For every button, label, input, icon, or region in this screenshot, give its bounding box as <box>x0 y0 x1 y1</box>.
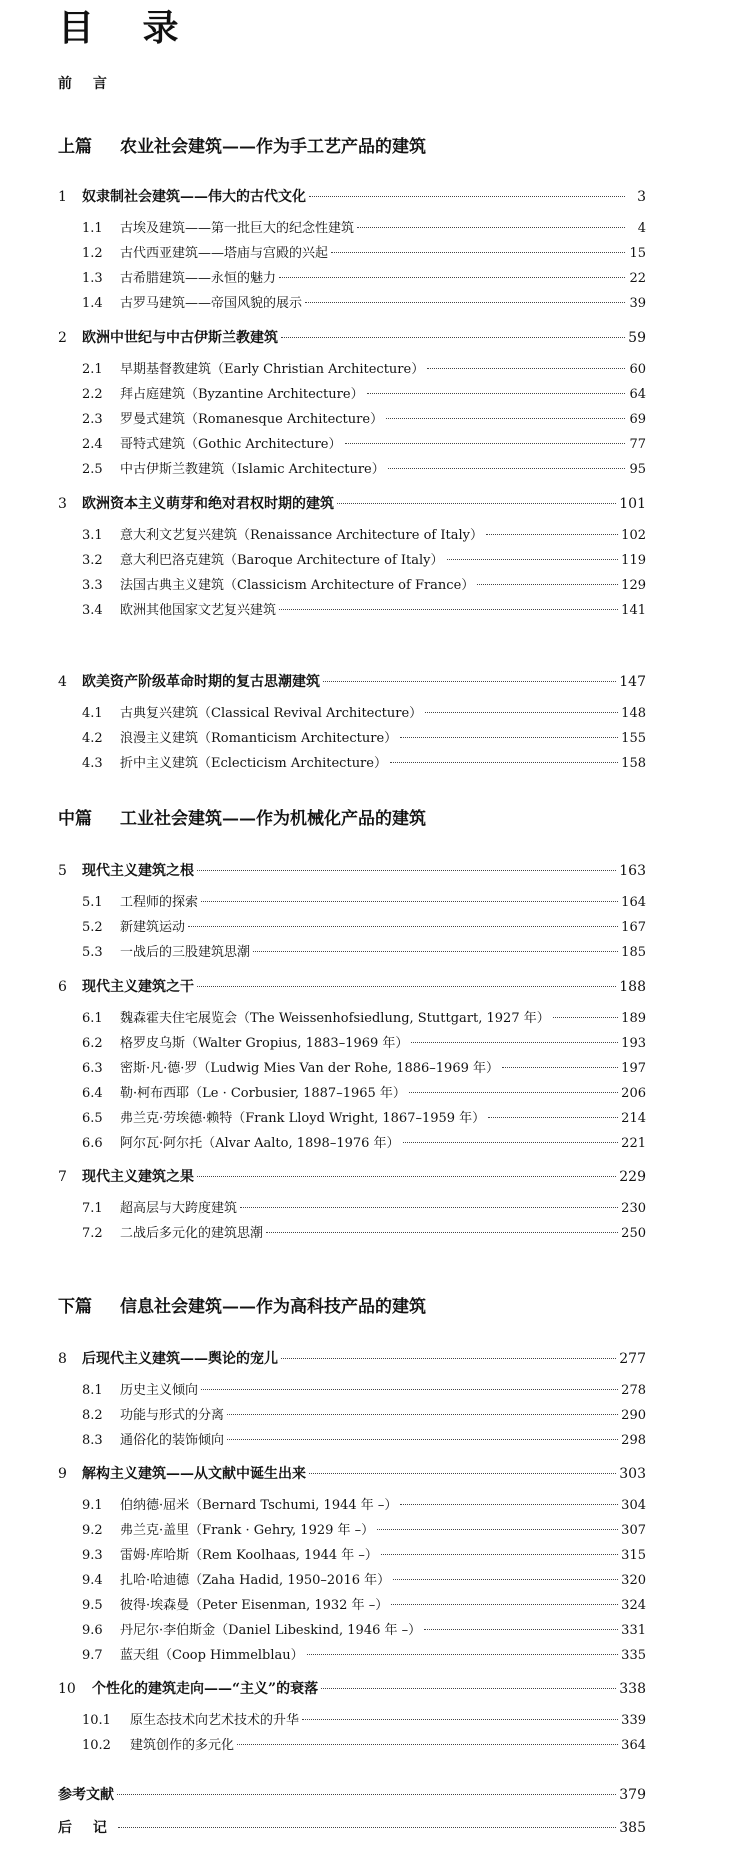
dot-leader <box>425 711 618 713</box>
entry-page: 69 <box>629 412 646 427</box>
entry-number: 1.4 <box>82 296 103 311</box>
entry-title: 雷姆·库哈斯（Rem Koolhaas, 1944 年 –） <box>120 1548 378 1563</box>
entry-title: 罗曼式建筑（Romanesque Architecture） <box>120 412 384 427</box>
entry-number: 10.1 <box>82 1713 111 1728</box>
toc-section-entry[interactable] <box>82 917 646 939</box>
entry-title: 蓝天组（Coop Himmelblau） <box>120 1648 304 1663</box>
entry-number: 1.3 <box>82 271 103 286</box>
dot-leader <box>240 1206 618 1208</box>
toc-section-entry[interactable] <box>82 459 646 481</box>
entry-page: 277 <box>619 1351 646 1367</box>
dot-leader <box>400 736 618 738</box>
toc-section-entry[interactable] <box>82 728 646 750</box>
dot-leader <box>309 195 625 197</box>
toc-section-entry[interactable] <box>82 1405 646 1427</box>
entry-number: 8 <box>58 1351 67 1367</box>
dot-leader <box>409 1091 618 1093</box>
entry-page: 197 <box>621 1061 646 1076</box>
entry-title: 密斯·凡·德·罗（Ludwig Mies Van der Rohe, 1886–1969 年） <box>120 1061 499 1076</box>
entry-title: 魏森霍夫住宅展览会（The Weissenhofsiedlung, Stuttgart, 1927 年） <box>120 1011 550 1026</box>
entry-page: 158 <box>621 756 646 771</box>
dot-leader <box>323 680 616 682</box>
toc-section-entry[interactable] <box>82 753 646 775</box>
entry-page: 307 <box>621 1523 646 1538</box>
entry-page: 15 <box>629 246 646 261</box>
entry-number: 3.1 <box>82 528 103 543</box>
entry-title: 超高层与大跨度建筑 <box>120 1201 238 1216</box>
toc-section-entry[interactable] <box>82 1645 646 1667</box>
entry-title: 后 记 <box>58 1820 115 1836</box>
entry-number: 7.2 <box>82 1226 103 1241</box>
entry-title: 通俗化的装饰倾向 <box>120 1433 225 1448</box>
entry-page: 335 <box>621 1648 646 1663</box>
entry-number: 4.1 <box>82 706 103 721</box>
entry-page: 4 <box>637 221 646 236</box>
dot-leader <box>201 1388 618 1390</box>
entry-title: 勒·柯布西耶（Le · Corbusier, 1887–1965 年） <box>120 1086 406 1101</box>
toc-section-entry[interactable] <box>82 268 646 290</box>
entry-number: 9 <box>58 1466 67 1482</box>
entry-page: 193 <box>621 1036 646 1051</box>
toc-section-entry[interactable] <box>82 1380 646 1402</box>
dot-leader <box>227 1438 618 1440</box>
entry-number: 4.2 <box>82 731 103 746</box>
toc-section-entry[interactable] <box>82 1545 646 1567</box>
entry-number: 5.1 <box>82 895 103 910</box>
entry-number: 6.1 <box>82 1011 103 1026</box>
dot-leader <box>553 1016 618 1018</box>
dot-leader <box>266 1231 618 1233</box>
entry-title: 彼得·埃森曼（Peter Eisenman, 1932 年 –） <box>120 1598 389 1613</box>
toc-section-entry[interactable] <box>82 384 646 406</box>
entry-page: 290 <box>621 1408 646 1423</box>
entry-page: 102 <box>621 528 646 543</box>
entry-title: 历史主义倾向 <box>120 1383 199 1398</box>
toc-section-entry[interactable] <box>82 1430 646 1452</box>
entry-page: 129 <box>621 578 646 593</box>
part-title: 农业社会建筑——作为手工艺产品的建筑 <box>120 137 426 157</box>
preface-entry[interactable]: 前 言 <box>58 76 115 92</box>
entry-page: 304 <box>621 1498 646 1513</box>
dot-leader <box>197 869 616 871</box>
entry-number: 4.3 <box>82 756 103 771</box>
entry-number: 10.2 <box>82 1738 111 1753</box>
entry-title: 奴隶制社会建筑——伟大的古代文化 <box>82 189 306 205</box>
dot-leader <box>388 467 625 469</box>
toc-section-entry[interactable] <box>82 1008 646 1030</box>
entry-number: 5.3 <box>82 945 103 960</box>
entry-title: 欧洲其他国家文艺复兴建筑 <box>120 603 277 618</box>
entry-number: 6.4 <box>82 1086 103 1101</box>
part-name: 中篇 <box>58 809 92 829</box>
dot-leader <box>237 1743 618 1745</box>
entry-title: 早期基督教建筑（Early Christian Architecture） <box>120 362 425 377</box>
part-title: 信息社会建筑——作为高科技产品的建筑 <box>120 1297 426 1317</box>
dot-leader <box>477 583 618 585</box>
toc-section-entry[interactable] <box>82 1223 646 1245</box>
entry-number: 5 <box>58 863 67 879</box>
dot-leader <box>197 985 616 987</box>
entry-number: 1 <box>58 189 67 205</box>
entry-title: 古代西亚建筑——塔庙与宫殿的兴起 <box>120 246 329 261</box>
entry-number: 6.5 <box>82 1111 103 1126</box>
entry-title: 一战后的三股建筑思潮 <box>120 945 251 960</box>
entry-number: 9.6 <box>82 1623 103 1638</box>
dot-leader <box>305 301 625 303</box>
dot-leader <box>502 1066 618 1068</box>
dot-leader <box>307 1653 619 1655</box>
entry-title: 解构主义建筑——从文献中诞生出来 <box>82 1466 306 1482</box>
toc-section-entry[interactable] <box>82 1058 646 1080</box>
toc-section-entry[interactable] <box>82 575 646 597</box>
dot-leader <box>321 1687 616 1689</box>
entry-number: 2.4 <box>82 437 103 452</box>
entry-page: 364 <box>621 1738 646 1753</box>
entry-page: 303 <box>619 1466 646 1482</box>
entry-title: 后现代主义建筑——舆论的宠儿 <box>82 1351 278 1367</box>
dot-leader <box>391 1603 618 1605</box>
toc-section-entry[interactable] <box>82 600 646 622</box>
dot-leader <box>279 276 625 278</box>
part-heading-2 <box>58 804 426 829</box>
dot-leader <box>253 950 618 952</box>
entry-page: 331 <box>621 1623 646 1638</box>
entry-title: 古典复兴建筑（Classical Revival Architecture） <box>120 706 423 721</box>
dot-leader <box>367 392 625 394</box>
entry-title: 拜占庭建筑（Byzantine Architecture） <box>120 387 364 402</box>
entry-title: 弗兰克·盖里（Frank · Gehry, 1929 年 –） <box>120 1523 375 1538</box>
entry-title: 工程师的探索 <box>120 895 199 910</box>
toc-section-entry[interactable] <box>82 1520 646 1542</box>
dot-leader <box>302 1718 618 1720</box>
dot-leader <box>400 1503 618 1505</box>
entry-page: 315 <box>621 1548 646 1563</box>
entry-number: 7 <box>58 1169 67 1185</box>
entry-title: 参考文献 <box>58 1787 114 1803</box>
entry-number: 8.1 <box>82 1383 103 1398</box>
part-heading-3 <box>58 1292 426 1317</box>
entry-title: 现代主义建筑之干 <box>82 979 194 995</box>
entry-number: 9.5 <box>82 1598 103 1613</box>
entry-number: 8.3 <box>82 1433 103 1448</box>
toc-section-entry[interactable] <box>82 1198 646 1220</box>
toc-section-entry[interactable] <box>82 1133 646 1155</box>
toc-section-entry[interactable] <box>82 409 646 431</box>
dot-leader <box>281 336 625 338</box>
toc-chapter-entry[interactable] <box>58 1166 646 1188</box>
entry-page: 155 <box>621 731 646 746</box>
entry-title: 丹尼尔·李伯斯金（Daniel Libeskind, 1946 年 –） <box>120 1623 422 1638</box>
entry-page: 163 <box>619 863 646 879</box>
references-entry[interactable] <box>58 1784 646 1806</box>
entry-title: 欧美资产阶级革命时期的复古思潮建筑 <box>82 674 320 690</box>
entry-page: 320 <box>621 1573 646 1588</box>
entry-title: 现代主义建筑之根 <box>82 863 194 879</box>
toc-chapter-entry[interactable] <box>58 186 646 208</box>
dot-leader <box>427 367 625 369</box>
dot-leader <box>309 1472 616 1474</box>
dot-leader <box>377 1528 618 1530</box>
entry-title: 哥特式建筑（Gothic Architecture） <box>120 437 342 452</box>
entry-title: 现代主义建筑之果 <box>82 1169 194 1185</box>
entry-page: 385 <box>619 1820 646 1836</box>
toc-section-entry[interactable] <box>82 1033 646 1055</box>
entry-page: 3 <box>637 189 646 205</box>
toc-section-entry[interactable] <box>82 293 646 315</box>
entry-page: 167 <box>621 920 646 935</box>
entry-title: 格罗皮乌斯（Walter Gropius, 1883–1969 年） <box>120 1036 409 1051</box>
toc-section-entry[interactable] <box>82 218 646 240</box>
entry-page: 324 <box>621 1598 646 1613</box>
entry-title: 古埃及建筑——第一批巨大的纪念性建筑 <box>120 221 355 236</box>
entry-number: 2.5 <box>82 462 103 477</box>
postscript-entry[interactable] <box>58 1817 646 1839</box>
toc-section-entry[interactable] <box>82 243 646 265</box>
entry-page: 379 <box>619 1787 646 1803</box>
dot-leader <box>486 533 618 535</box>
dot-leader <box>393 1578 618 1580</box>
entry-number: 2.2 <box>82 387 103 402</box>
entry-page: 250 <box>621 1226 646 1241</box>
entry-page: 119 <box>621 553 646 568</box>
entry-number: 3.4 <box>82 603 103 618</box>
entry-page: 185 <box>621 945 646 960</box>
dot-leader <box>227 1413 618 1415</box>
toc-section-entry[interactable] <box>82 1083 646 1105</box>
entry-title: 伯纳德·屈米（Bernard Tschumi, 1944 年 –） <box>120 1498 398 1513</box>
entry-title: 欧洲资本主义萌芽和绝对君权时期的建筑 <box>82 496 334 512</box>
dot-leader <box>411 1041 618 1043</box>
toc-section-entry[interactable] <box>82 942 646 964</box>
entry-number: 3.2 <box>82 553 103 568</box>
toc-chapter-entry[interactable] <box>58 671 646 693</box>
entry-title: 欧洲中世纪与中古伊斯兰教建筑 <box>82 330 278 346</box>
entry-title: 古希腊建筑——永恒的魅力 <box>120 271 277 286</box>
entry-page: 188 <box>619 979 646 995</box>
entry-page: 221 <box>621 1136 646 1151</box>
dot-leader <box>381 1553 618 1555</box>
entry-page: 206 <box>621 1086 646 1101</box>
toc-section-entry[interactable] <box>82 434 646 456</box>
part-name: 下篇 <box>58 1297 92 1317</box>
entry-number: 8.2 <box>82 1408 103 1423</box>
entry-page: 148 <box>621 706 646 721</box>
entry-title: 浪漫主义建筑（Romanticism Architecture） <box>120 731 398 746</box>
toc-section-entry[interactable] <box>82 359 646 381</box>
entry-number: 9.3 <box>82 1548 103 1563</box>
entry-title: 建筑创作的多元化 <box>130 1738 235 1753</box>
part-heading-1 <box>58 132 426 157</box>
toc-chapter-entry[interactable] <box>58 976 646 998</box>
entry-page: 60 <box>629 362 646 377</box>
entry-page: 298 <box>621 1433 646 1448</box>
entry-page: 278 <box>621 1383 646 1398</box>
entry-page: 147 <box>619 674 646 690</box>
dot-leader <box>281 1357 616 1359</box>
toc-section-entry[interactable] <box>82 525 646 547</box>
entry-number: 10 <box>58 1681 76 1697</box>
entry-number: 6.2 <box>82 1036 103 1051</box>
dot-leader <box>488 1116 618 1118</box>
dot-leader <box>279 608 618 610</box>
entry-page: 141 <box>621 603 646 618</box>
entry-page: 214 <box>621 1111 646 1126</box>
dot-leader <box>188 925 618 927</box>
toc-section-entry[interactable] <box>82 1735 646 1757</box>
entry-title: 个性化的建筑走向——“主义”的衰落 <box>92 1681 319 1697</box>
toc-section-entry[interactable] <box>82 892 646 914</box>
entry-page: 189 <box>621 1011 646 1026</box>
dot-leader <box>118 1826 616 1828</box>
entry-title: 弗兰克·劳埃德·赖特（Frank Lloyd Wright, 1867–1959 年） <box>120 1111 486 1126</box>
part-title: 工业社会建筑——作为机械化产品的建筑 <box>120 809 426 829</box>
entry-number: 3 <box>58 496 67 512</box>
entry-title: 折中主义建筑（Eclecticism Architecture） <box>120 756 387 771</box>
entry-number: 5.2 <box>82 920 103 935</box>
entry-page: 230 <box>621 1201 646 1216</box>
entry-title: 功能与形式的分离 <box>120 1408 225 1423</box>
entry-number: 9.4 <box>82 1573 103 1588</box>
entry-number: 3.3 <box>82 578 103 593</box>
toc-chapter-entry[interactable] <box>58 1463 646 1485</box>
entry-page: 229 <box>619 1169 646 1185</box>
entry-title: 新建筑运动 <box>120 920 186 935</box>
toc-chapter-entry[interactable] <box>58 860 646 882</box>
dot-leader <box>337 502 616 504</box>
entry-number: 4 <box>58 674 67 690</box>
toc-section-entry[interactable] <box>82 1620 646 1642</box>
toc-chapter-entry[interactable] <box>58 1678 646 1700</box>
entry-number: 2 <box>58 330 67 346</box>
toc-section-entry[interactable] <box>82 703 646 725</box>
entry-page: 338 <box>619 1681 646 1697</box>
entry-number: 9.2 <box>82 1523 103 1538</box>
entry-page: 77 <box>629 437 646 452</box>
dot-leader <box>386 417 625 419</box>
entry-number: 9.1 <box>82 1498 103 1513</box>
dot-leader <box>345 442 626 444</box>
entry-number: 6.3 <box>82 1061 103 1076</box>
dot-leader <box>201 900 618 902</box>
dot-leader <box>331 251 625 253</box>
entry-number: 1.2 <box>82 246 103 261</box>
dot-leader <box>117 1793 616 1795</box>
entry-number: 2.1 <box>82 362 103 377</box>
entry-page: 64 <box>629 387 646 402</box>
entry-title: 原生态技术向艺术技术的升华 <box>130 1713 300 1728</box>
entry-number: 6.6 <box>82 1136 103 1151</box>
toc-section-entry[interactable] <box>82 1108 646 1130</box>
toc-chapter-entry[interactable] <box>58 493 646 515</box>
entry-title: 二战后多元化的建筑思潮 <box>120 1226 264 1241</box>
entry-title: 古罗马建筑——帝国风貌的展示 <box>120 296 303 311</box>
toc-chapter-entry[interactable] <box>58 1348 646 1370</box>
entry-title: 阿尔瓦·阿尔托（Alvar Aalto, 1898–1976 年） <box>120 1136 400 1151</box>
dot-leader <box>390 761 618 763</box>
dot-leader <box>424 1628 618 1630</box>
entry-number: 2.3 <box>82 412 103 427</box>
entry-number: 6 <box>58 979 67 995</box>
dot-leader <box>197 1175 616 1177</box>
part-name: 上篇 <box>58 137 92 157</box>
entry-title: 法国古典主义建筑（Classicism Architecture of France） <box>120 578 475 593</box>
entry-number: 9.7 <box>82 1648 103 1663</box>
entry-number: 1.1 <box>82 221 103 236</box>
toc-title: 目 录 <box>58 7 197 49</box>
dot-leader <box>357 226 625 228</box>
entry-page: 59 <box>628 330 646 346</box>
toc-section-entry[interactable] <box>82 1495 646 1517</box>
entry-page: 39 <box>629 296 646 311</box>
entry-number: 7.1 <box>82 1201 103 1216</box>
entry-page: 95 <box>629 462 646 477</box>
toc-chapter-entry[interactable] <box>58 327 646 349</box>
entry-page: 164 <box>621 895 646 910</box>
entry-title: 意大利文艺复兴建筑（Renaissance Architecture of Italy） <box>120 528 483 543</box>
dot-leader <box>403 1141 619 1143</box>
entry-title: 中古伊斯兰教建筑（Islamic Architecture） <box>120 462 385 477</box>
toc-section-entry[interactable] <box>82 1710 646 1732</box>
entry-title: 意大利巴洛克建筑（Baroque Architecture of Italy） <box>120 553 444 568</box>
dot-leader <box>447 558 619 560</box>
entry-page: 101 <box>619 496 646 512</box>
entry-page: 22 <box>629 271 646 286</box>
toc-section-entry[interactable] <box>82 1595 646 1617</box>
toc-section-entry[interactable] <box>82 550 646 572</box>
entry-title: 扎哈·哈迪德（Zaha Hadid, 1950–2016 年） <box>120 1573 391 1588</box>
entry-page: 339 <box>621 1713 646 1728</box>
toc-section-entry[interactable] <box>82 1570 646 1592</box>
